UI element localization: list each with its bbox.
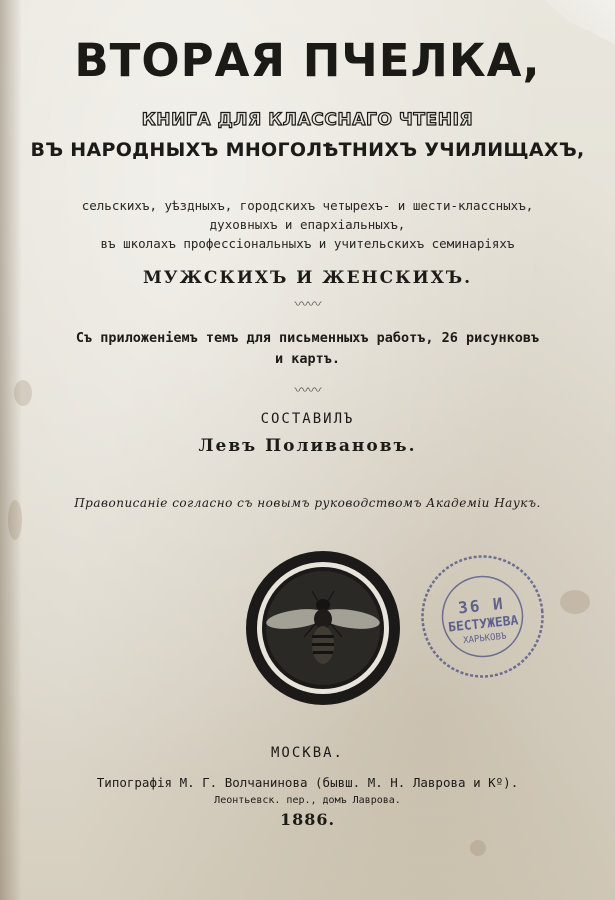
appendix-line-1: Съ приложеніемъ темъ для письменныхъ работъ, 26 рисунковъ — [75, 330, 540, 346]
compiled-by-label: СОСТАВИЛЪ — [260, 411, 355, 427]
schools-line-1: сельскихъ, уѣздныхъ, городскихъ четырехъ- и шести-классныхъ, — [81, 198, 534, 213]
printer-address: Леонтьевск. пер., домъ Лаврова. — [214, 795, 401, 806]
author-name: Левъ Поливановъ. — [198, 436, 417, 456]
schools-line-2: духовныхъ и епархіальныхъ, — [209, 217, 406, 232]
paper-stain — [560, 590, 590, 614]
gender-line: МУЖСКИХЪ И ЖЕНСКИХЪ. — [142, 268, 473, 288]
stamp-number: 36 И — [457, 593, 506, 617]
printer-info: Типографія М. Г. Волчанинова (бывш. М. Н. Лаврова и Кº). — [96, 775, 519, 790]
paper-stain — [470, 840, 486, 856]
book-subtitle: КНИГА ДЛЯ КЛАССНАГО ЧТЕНІЯ — [141, 110, 474, 130]
schools-heading: ВЪ НАРОДНЫХЪ МНОГОЛѢТНИХЪ УЧИЛИЩАХЪ, — [30, 139, 585, 161]
ornament-divider: 〰〰 — [294, 297, 321, 313]
library-stamp — [414, 548, 551, 685]
book-title: ВТОРАЯ ПЧЕЛКА, — [74, 34, 541, 87]
publication-city: МОСКВА. — [270, 745, 344, 761]
publication-year: 1886. — [279, 810, 336, 829]
orthography-note: Правописаніе согласно съ новымъ руководствомъ Академіи Наукъ. — [74, 496, 541, 510]
stamp-city: ХАРЬКОВЪ — [462, 631, 507, 646]
schools-line-3: въ школахъ профессіональныхъ и учительскихъ семинаріяхъ — [100, 236, 515, 251]
bee-emblem — [244, 549, 402, 707]
stamp-name: БЕСТУЖЕВА — [447, 612, 520, 636]
ornament-divider: 〰〰 — [294, 383, 321, 399]
appendix-line-2: и картъ. — [274, 351, 341, 367]
